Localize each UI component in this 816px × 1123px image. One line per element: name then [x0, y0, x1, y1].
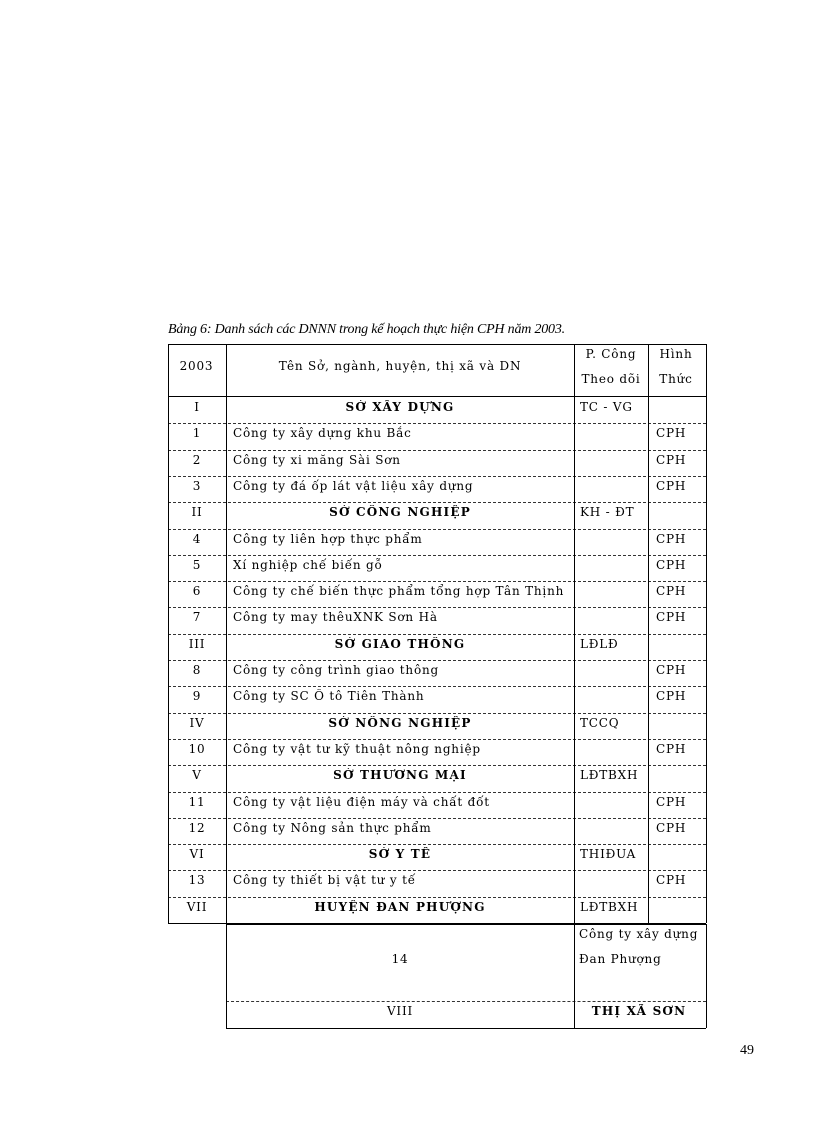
row-number: III: [188, 636, 206, 651]
column-border: [574, 344, 575, 923]
row-divider: [168, 607, 706, 608]
row-number: 5: [192, 557, 202, 572]
company-name: Công ty SC Ô tô Tiên Thành: [233, 689, 425, 704]
row-divider: [168, 818, 706, 819]
row-divider: [168, 897, 706, 898]
row-divider: [168, 739, 706, 740]
table-caption: Bảng 6: Danh sách các DNNN trong kế hoạch thực hiện CPH năm 2003.: [168, 322, 565, 337]
row-number: 2: [192, 452, 202, 467]
row-divider: [168, 686, 706, 687]
monitoring-dept: LĐLĐ: [580, 636, 619, 651]
row-number: 6: [192, 584, 202, 599]
extra-bottom-border: [226, 1028, 706, 1029]
row-number: IV: [189, 715, 205, 730]
row-divider: [168, 529, 706, 530]
column-border: [226, 344, 227, 923]
row-number: II: [191, 505, 203, 520]
row-number: 1: [192, 426, 202, 441]
form-value: CPH: [656, 531, 687, 546]
column-border: [168, 344, 169, 923]
row-number: 4: [192, 531, 202, 546]
row-viii-no: VIII: [386, 1004, 414, 1018]
row-divider: [168, 634, 706, 635]
row-number: 3: [192, 478, 202, 493]
monitoring-dept: LĐTBXH: [580, 768, 639, 783]
row-viii-name: THỊ XÃ SƠN: [591, 1004, 687, 1018]
table-top-border: [168, 344, 706, 345]
monitoring-dept: THIĐUA: [580, 847, 637, 862]
form-value: CPH: [656, 478, 687, 493]
row-divider: [168, 450, 706, 451]
company-name: Công ty vật tư kỹ thuật nông nghiệp: [233, 741, 481, 756]
column-border: [706, 344, 707, 923]
form-value: CPH: [656, 584, 687, 599]
row-number: VII: [186, 899, 208, 914]
form-value: CPH: [656, 873, 687, 888]
row-number: 7: [192, 610, 202, 625]
monitoring-dept: KH - ĐT: [580, 505, 635, 520]
company-name: Xí nghiệp chế biến gỗ: [233, 557, 383, 572]
row-divider: [168, 660, 706, 661]
row-divider: [168, 765, 706, 766]
group-name: SỞ THƯƠNG MẠI: [333, 768, 467, 783]
monitoring-dept: TC - VG: [580, 400, 633, 414]
row-divider: [168, 792, 706, 793]
company-name: Công ty thiết bị vật tư y tế: [233, 873, 416, 888]
company-name: Công ty may thêuXNK Sơn Hà: [233, 610, 438, 625]
row-number: 12: [188, 820, 206, 835]
extra-column-border: [706, 924, 707, 1028]
group-name: SỞ CÔNG NGHIỆP: [329, 505, 471, 520]
form-value: CPH: [656, 741, 687, 756]
company-name: Công ty chế biến thực phẩm tổng hợp Tân Thịnh: [233, 584, 565, 599]
company-name: Công ty công trình giao thông: [233, 663, 439, 677]
form-value: CPH: [656, 426, 687, 441]
header-year: 2003: [179, 359, 214, 373]
form-value: CPH: [656, 794, 687, 809]
header-name: Tên Sở, ngành, huyện, thị xã và DN: [278, 359, 522, 373]
group-name: SỞ Y TẾ: [368, 847, 432, 862]
header-bottom-border: [168, 396, 706, 397]
group-name: SỞ GIAO THÔNG: [334, 636, 466, 651]
header-form-line2: Thức: [659, 372, 693, 386]
monitoring-dept: TCCQ: [580, 715, 620, 730]
row-14-no: 14: [391, 952, 409, 966]
extra-top-border: [226, 924, 706, 925]
group-name: SỞ NÔNG NGHIỆP: [328, 715, 472, 730]
row-divider: [168, 555, 706, 556]
page-number: 49: [740, 1043, 754, 1058]
row-divider: [168, 502, 706, 503]
row-number: 10: [188, 741, 206, 756]
form-value: CPH: [656, 557, 687, 572]
row-divider: [168, 713, 706, 714]
form-value: CPH: [656, 689, 687, 704]
header-dept-line2: Theo dõi: [581, 372, 641, 386]
form-value: CPH: [656, 663, 687, 677]
row-divider: [168, 476, 706, 477]
company-name: Công ty đá ốp lát vật liệu xây dựng: [233, 478, 474, 493]
column-border: [648, 344, 649, 923]
row-number: 13: [188, 873, 206, 888]
row-number: 9: [192, 689, 202, 704]
row-divider: [168, 581, 706, 582]
row-divider: [168, 844, 706, 845]
company-name: Công ty xây dựng khu Bắc: [233, 426, 412, 441]
extra-column-border: [226, 924, 227, 1028]
row-number: 8: [192, 663, 202, 677]
header-dept-line1: P. Công: [585, 347, 637, 361]
row-number: 11: [188, 794, 206, 809]
company-name: Công ty Nông sản thực phẩm: [233, 820, 432, 835]
row-divider: [168, 870, 706, 871]
row-number: VI: [189, 847, 205, 862]
company-name: Công ty liên hợp thực phẩm: [233, 531, 423, 546]
extra-divider: [226, 1001, 706, 1002]
extra-column-border: [574, 924, 575, 1028]
row-number: I: [194, 400, 200, 414]
form-value: CPH: [656, 452, 687, 467]
header-form-line1: Hình: [659, 347, 693, 361]
form-value: CPH: [656, 820, 687, 835]
row-number: V: [192, 768, 202, 783]
group-name: HUYỆN ĐAN PHƯỢNG: [314, 899, 486, 914]
form-value: CPH: [656, 610, 687, 625]
row-divider: [168, 423, 706, 424]
company-name: Công ty xi măng Sài Sơn: [233, 452, 401, 467]
row-14-name-line2: Đan Phượng: [579, 952, 662, 966]
group-name: SỞ XÂY DỰNG: [345, 400, 455, 414]
company-name: Công ty vật liệu điện máy và chất đốt: [233, 794, 490, 809]
row-14-name-line1: Công ty xây dựng: [579, 927, 699, 941]
monitoring-dept: LĐTBXH: [580, 899, 639, 914]
